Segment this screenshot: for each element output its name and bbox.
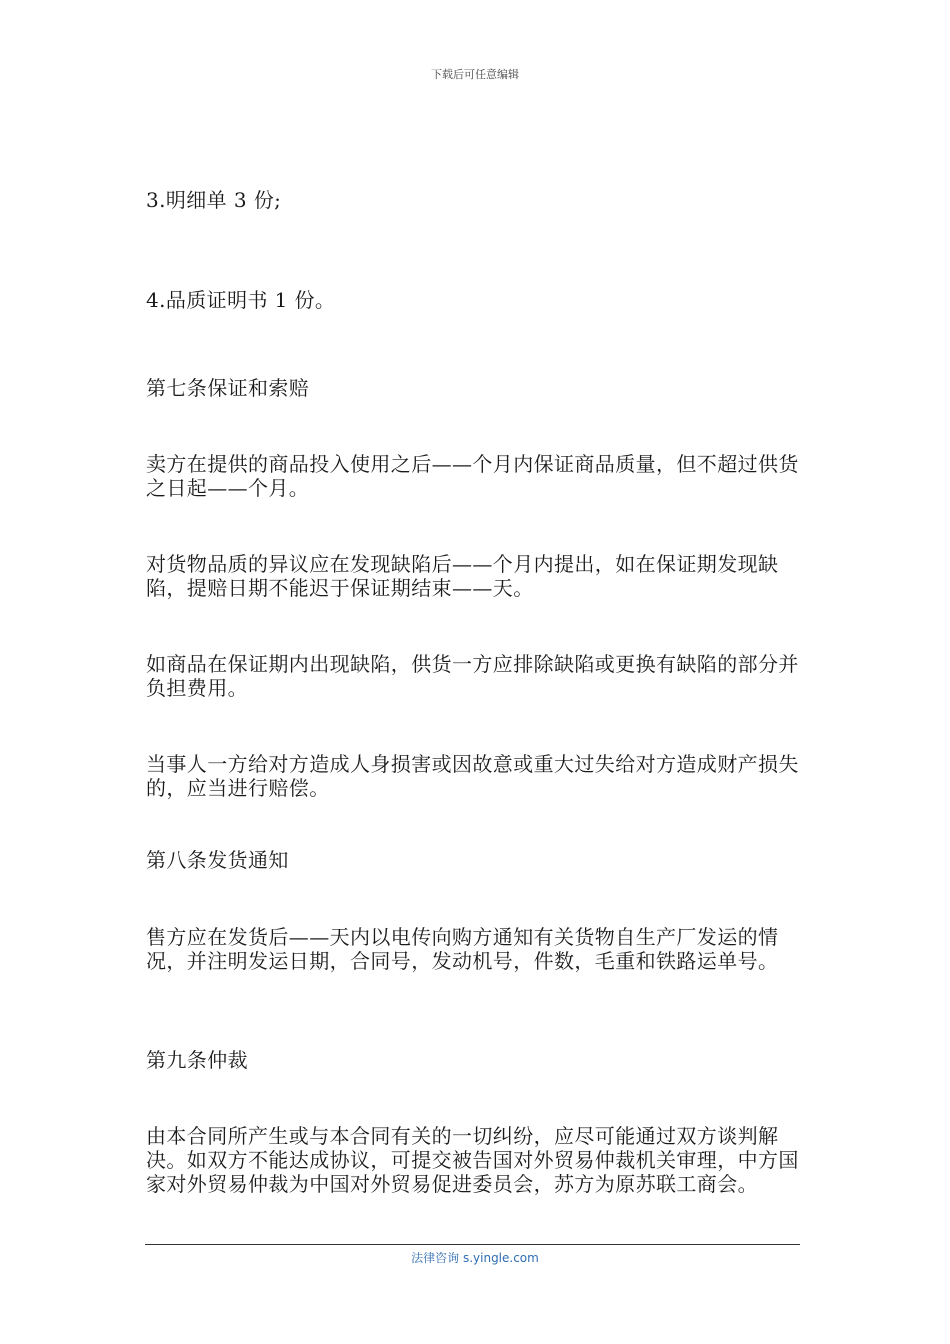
list-item-quality-certificate: 4.品质证明书 1 份。 (146, 288, 336, 312)
footer-link[interactable]: 法律咨询 s.yingle.com (411, 1251, 539, 1265)
paragraph-quality-objection: 对货物品质的异议应在发现缺陷后——个月内提出，如在保证期发现缺陷，提赔日期不能迟于保证期结束——天。 (146, 552, 779, 600)
paragraph-compensation: 当事人一方给对方造成人身损害或因故意或重大过失给对方造成财产损失的，应当进行赔偿。 (146, 752, 799, 800)
paragraph-defect-remedy: 如商品在保证期内出现缺陷，供货一方应排除缺陷或更换有缺陷的部分并负担费用。 (146, 652, 799, 700)
page-header: 下载后可任意编辑 (431, 68, 519, 81)
footer-divider (145, 1244, 800, 1245)
paragraph-shipment-notice: 售方应在发货后——天内以电传向购方通知有关货物自生产厂发运的情况，并注明发运日期，合同号，发动机号，件数，毛重和铁路运单号。 (146, 925, 779, 973)
paragraph-arbitration: 由本合同所产生或与本合同有关的一切纠纷，应尽可能通过双方谈判解决。如双方不能达成协议，可提交被告国对外贸易仲裁机关审理，中方国家对外贸易仲裁为中国对外贸易促进委员会，苏方为原苏联工商会。 (146, 1124, 799, 1196)
section-heading-article-8: 第八条发货通知 (146, 848, 289, 872)
paragraph-warranty-period: 卖方在提供的商品投入使用之后——个月内保证商品质量，但不超过供货之日起——个月。 (146, 452, 799, 500)
section-heading-article-9: 第九条仲裁 (146, 1048, 248, 1072)
section-heading-article-7: 第七条保证和索赔 (146, 376, 310, 400)
list-item-detail-sheet: 3.明细单 3 份; (146, 188, 282, 212)
